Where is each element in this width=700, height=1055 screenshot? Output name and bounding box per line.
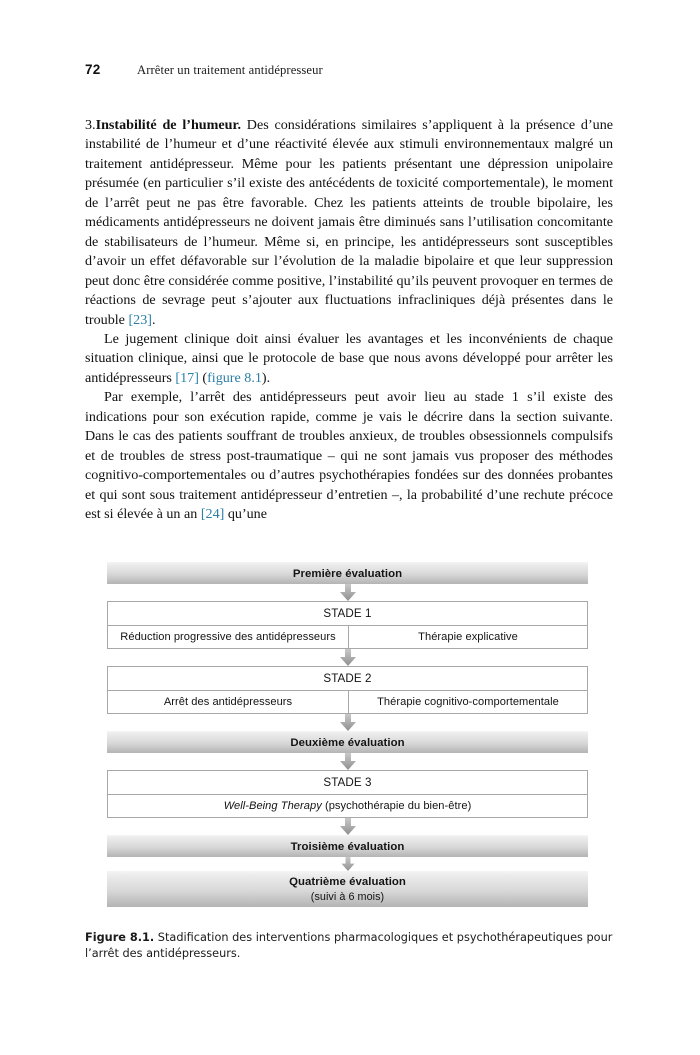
list-number: 3. xyxy=(85,117,96,133)
paragraph-1-lead-bold: Instabilité de l’humeur. xyxy=(95,117,241,133)
page-number: 72 xyxy=(85,62,101,77)
node-quatrieme-evaluation xyxy=(107,871,588,907)
figure-caption xyxy=(85,930,613,963)
arrow-down-icon xyxy=(340,753,356,770)
running-head-title: Arrêter un traitement antidépresseur xyxy=(137,63,323,77)
figure-caption-text: Stadification des interventions pharmacologiques et psychothérapeutiques pour l’arrêt des antidépresseurs. xyxy=(85,931,613,961)
node-quatrieme-evaluation-label: Quatrième évaluation xyxy=(289,876,406,888)
arrow-connector-4 xyxy=(107,753,588,770)
node-deuxieme-evaluation-label: Deuxième évaluation xyxy=(290,737,405,749)
paragraph-2-text: Le jugement clinique doit ainsi évaluer les avantages et les inconvénients de chaque situation clinique, ainsi que le protocole de base que nous avons développé pour arrêter les antidépresseurs xyxy=(85,330,613,386)
node-stade-2 xyxy=(107,666,588,714)
node-stade-3-cell-rest: (psychothérapie du bien-être) xyxy=(321,800,472,812)
arrow-down-icon xyxy=(340,818,356,835)
figure-caption-number: Figure 8.1. xyxy=(85,931,155,944)
reference-link-23[interactable]: [23] xyxy=(128,311,152,328)
node-stade-3-row xyxy=(108,795,587,817)
node-stade-1-header: STADE 1 xyxy=(108,602,587,626)
reference-link-17[interactable]: [17] xyxy=(175,369,199,386)
node-stade-1 xyxy=(107,601,588,649)
paragraph-3-tail: qu’une xyxy=(224,506,267,523)
node-troisieme-evaluation xyxy=(107,835,588,857)
figure-cross-reference[interactable]: figure 8.1 xyxy=(207,369,262,386)
node-premiere-evaluation-label: Première évaluation xyxy=(292,568,403,580)
node-stade-2-cell-left: Arrêt des antidépresseurs xyxy=(108,691,349,713)
paragraph-2 xyxy=(85,330,613,388)
reference-link-24[interactable]: [24] xyxy=(200,506,225,523)
paragraph-2-tail: ). xyxy=(261,369,271,386)
arrow-connector-3 xyxy=(107,714,588,731)
arrow-connector-2 xyxy=(107,649,588,666)
node-stade-1-cell-left: Réduction progressive des antidépresseurs xyxy=(108,626,349,648)
paragraph-3 xyxy=(85,388,613,524)
node-stade-1-cell-right: Thérapie explicative xyxy=(418,631,518,643)
node-stade-2-row xyxy=(108,691,587,713)
paragraph-1 xyxy=(85,116,613,330)
arrow-down-icon xyxy=(340,857,356,871)
node-troisieme-evaluation-label: Troisième évaluation xyxy=(290,841,405,853)
node-stade-3-cell-italic: Well-Being Therapy xyxy=(223,800,322,812)
node-stade-3 xyxy=(107,770,588,818)
paragraph-1-text: Des considérations similaires s’appliquent à la présence d’une instabilité de l’humeur et d’une réactivité élevée aux stimuli environnementaux malgré un traitement antidépresseur. Même pour les patients présentant une dépression unipolaire présumée (en particulier s’il existe des antécédents de toxicité comportementale), le moment de l’arrêt peut ne pas être favorable. Chez les patients atteints de trouble bipolaire, les médicaments antidépresseurs ne doivent jamais être diminués sans l’utilisation concomitante de stabilisateurs de l’humeur. Même si, en principe, les antidépresseurs sont susceptibles d’avoir un effet défavorable sur l’évolution de la maladie bipolaire et que leur suppression peut donc être considérée comme positive, l’instabilité qu’ils peuvent provoquer en termes de réactions de sevrage peut s’ajouter aux fluctuations infracliniques déjà présentes dans le trouble xyxy=(85,117,614,328)
arrow-connector-6 xyxy=(107,857,588,871)
arrow-down-icon xyxy=(340,649,356,666)
figure-8-1-diagram xyxy=(107,562,588,907)
arrow-connector-1 xyxy=(107,584,588,601)
node-stade-3-cell xyxy=(108,795,587,817)
paragraph-3-text: Par exemple, l’arrêt des antidépresseurs peut avoir lieu au stade 1 s’il existe des indications pour son exécution rapide, comme je vais le décrire dans la section suivante. Dans le cas des patients souffrant de troubles anxieux, de troubles obsessionnels compulsifs et de troubles de stress post-traumatique – qui ne sont jamais vus proposer des méthodes cognitivo-comportementales ou d’autres psychothérapies fondées sur des données probantes et qui sont sous traitement antidépresseur d’entretien –, la probabilité d’une rechute précoce est si élevée à un an xyxy=(85,389,613,523)
body-text xyxy=(85,116,613,525)
arrow-down-icon xyxy=(340,714,356,731)
running-head xyxy=(85,62,613,82)
paragraph-2-mid: ( xyxy=(198,369,208,386)
node-stade-2-header: STADE 2 xyxy=(108,667,587,691)
node-stade-3-header: STADE 3 xyxy=(108,771,587,795)
arrow-down-icon xyxy=(340,584,356,601)
arrow-connector-5 xyxy=(107,818,588,835)
node-deuxieme-evaluation xyxy=(107,731,588,753)
node-stade-1-row xyxy=(108,626,587,648)
node-quatrieme-evaluation-sublabel: (suivi à 6 mois) xyxy=(310,891,385,903)
node-stade-2-cell-right: Thérapie cognitivo-comportementale xyxy=(377,696,559,708)
node-premiere-evaluation xyxy=(107,562,588,584)
paragraph-1-tail: . xyxy=(151,311,156,328)
